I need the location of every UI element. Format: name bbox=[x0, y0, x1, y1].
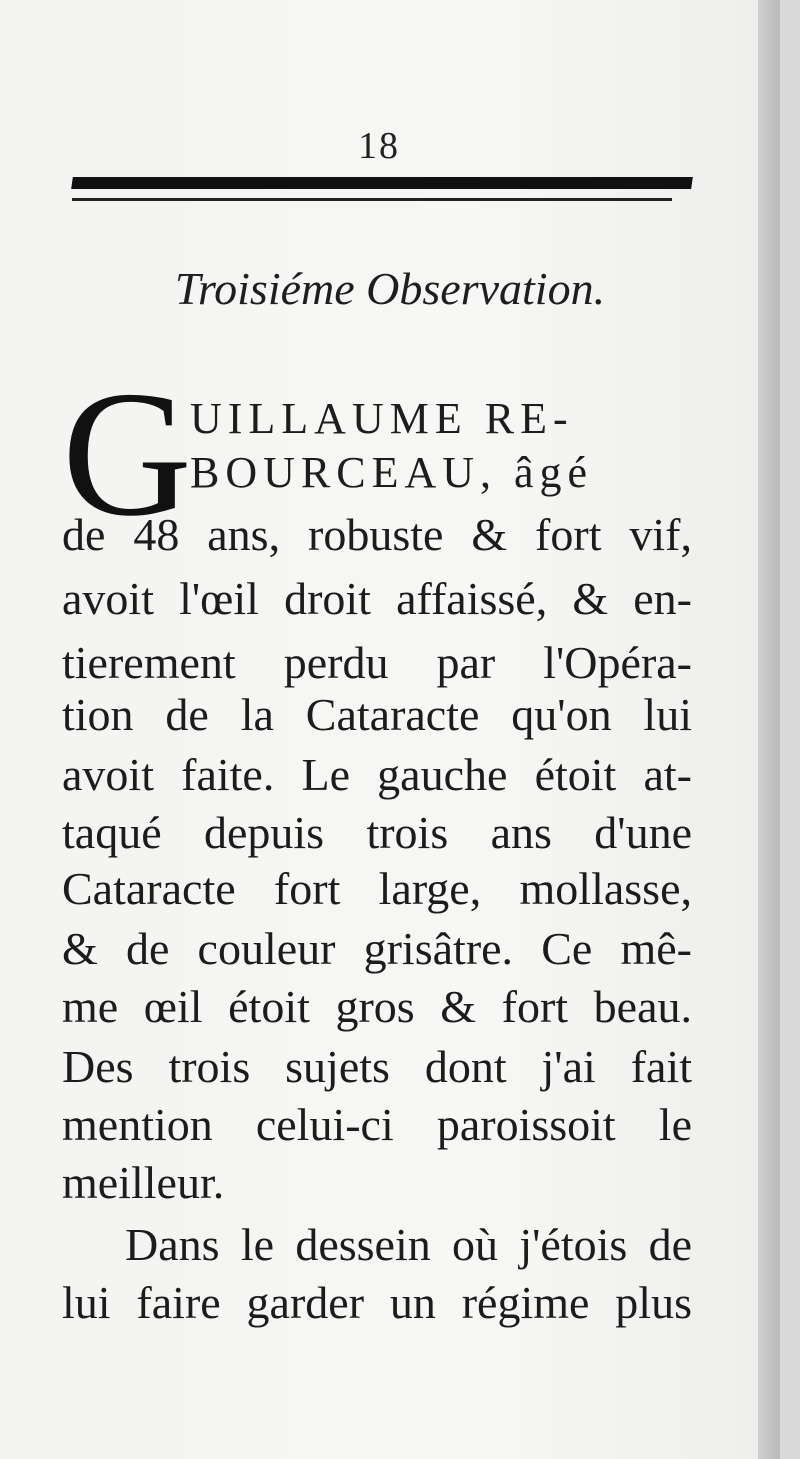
opening-lines bbox=[190, 392, 710, 500]
text-line: me œil étoit gros & fort beau. bbox=[62, 981, 692, 1032]
text-line: tierement perdu par l'Opéra- bbox=[62, 637, 692, 688]
text-line: meilleur. bbox=[62, 1157, 225, 1208]
text-line: Dans le dessein où j'étois de bbox=[125, 1219, 692, 1270]
text-line: avoit faite. Le gauche étoit at- bbox=[62, 749, 692, 800]
text-line: lui faire garder un régime plus bbox=[62, 1277, 692, 1328]
page-edge-shadow bbox=[758, 0, 780, 1459]
text-line: tion de la Cataracte qu'on lui bbox=[62, 689, 692, 740]
section-heading: Troisiéme Observation. bbox=[174, 263, 606, 314]
text-line: de 48 ans, robuste & fort vif, bbox=[62, 509, 692, 560]
opening-line-1: UILLAUME RE- bbox=[190, 394, 574, 443]
header-rule-thick bbox=[71, 177, 693, 189]
text-line: Des trois sujets dont j'ai fait bbox=[62, 1041, 692, 1092]
text-line: & de couleur grisâtre. Ce mê- bbox=[62, 923, 692, 974]
text-line: mention celui-ci paroissoit le bbox=[62, 1099, 692, 1150]
drop-cap: G bbox=[62, 354, 192, 553]
text-line: avoit l'œil droit affaissé, & en- bbox=[62, 573, 692, 624]
text-line: Cataracte fort large, mollasse, bbox=[62, 863, 692, 914]
text-line: taqué depuis trois ans d'une bbox=[62, 807, 692, 858]
opening-line-2: BOURCEAU, âgé bbox=[190, 448, 594, 497]
header-rule-thin bbox=[72, 198, 672, 201]
page-number: 18 bbox=[358, 125, 400, 167]
